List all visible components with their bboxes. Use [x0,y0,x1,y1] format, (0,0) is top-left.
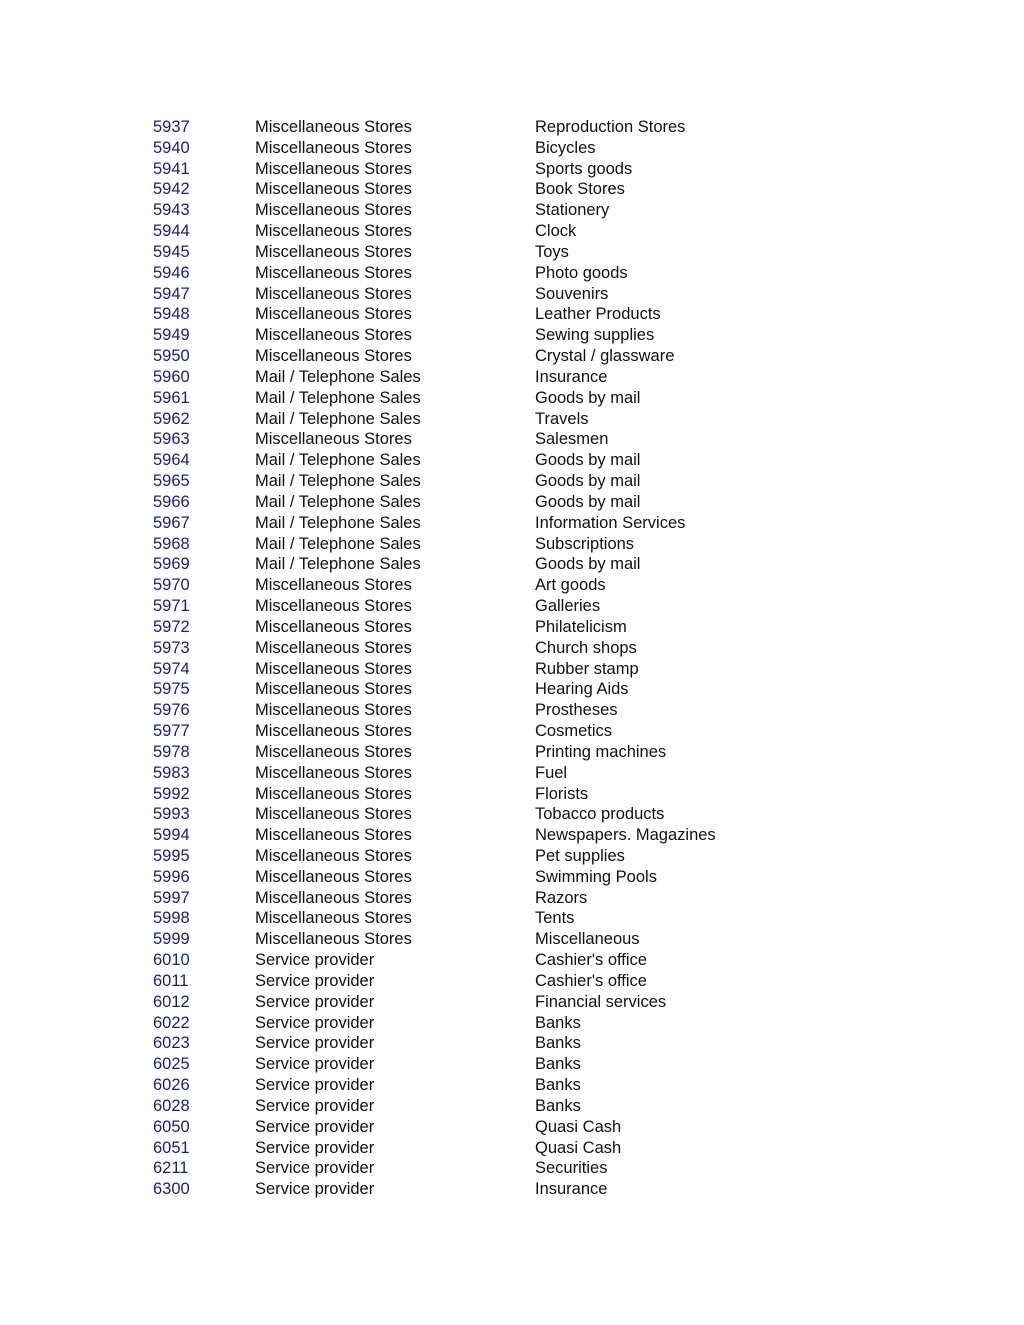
merchant-category: Mail / Telephone Sales [255,388,421,407]
merchant-code: 5947 [153,284,190,303]
merchant-code: 5968 [153,534,190,553]
merchant-description: Church shops [535,638,637,657]
merchant-category: Miscellaneous Stores [255,826,412,845]
merchant-code: 6012 [153,992,190,1011]
merchant-code: 5967 [153,513,190,532]
merchant-code: 6051 [153,1138,190,1157]
merchant-category: Miscellaneous Stores [255,430,412,449]
merchant-code: 6011 [153,971,189,990]
merchant-code: 5995 [153,846,190,865]
merchant-description: Book Stores [535,180,625,199]
merchant-description: Clock [535,222,577,241]
merchant-code: 5945 [153,242,190,261]
merchant-code: 5944 [153,222,190,241]
table-row [0,159,1024,180]
merchant-category: Mail / Telephone Sales [255,409,421,428]
table-row [0,325,1024,346]
merchant-code: 5998 [153,909,190,928]
table-row [0,846,1024,867]
merchant-category: Service provider [255,1034,375,1053]
table-row [0,492,1024,513]
merchant-description: Stationery [535,201,610,220]
merchant-category: Miscellaneous Stores [255,722,412,741]
table-row [0,617,1024,638]
table-row [0,221,1024,242]
table-row [0,450,1024,471]
merchant-description: Information Services [535,513,686,532]
table-row [0,908,1024,929]
merchant-code: 5969 [153,555,190,574]
merchant-category: Miscellaneous Stores [255,159,412,178]
merchant-description: Goods by mail [535,555,641,574]
table-row [0,1096,1024,1117]
merchant-code: 5976 [153,701,190,720]
merchant-category: Miscellaneous Stores [255,763,412,782]
merchant-description: Bicycles [535,138,596,157]
merchant-category: Miscellaneous Stores [255,597,412,616]
merchant-category: Miscellaneous Stores [255,138,412,157]
merchant-description: Travels [535,409,589,428]
merchant-code: 5966 [153,492,190,511]
merchant-code: 5996 [153,867,190,886]
table-row [0,1013,1024,1034]
merchant-code: 5972 [153,617,190,636]
merchant-description: Swimming Pools [535,867,657,886]
merchant-category: Miscellaneous Stores [255,242,412,261]
merchant-category: Miscellaneous Stores [255,180,412,199]
merchant-description: Quasi Cash [535,1117,622,1136]
merchant-category: Miscellaneous Stores [255,201,412,220]
merchant-description: Philatelicism [535,617,627,636]
table-row [0,367,1024,388]
merchant-code: 5973 [153,638,190,657]
table-row [0,784,1024,805]
merchant-code: 5949 [153,326,190,345]
merchant-category: Mail / Telephone Sales [255,534,421,553]
merchant-category: Service provider [255,992,375,1011]
merchant-code: 5975 [153,680,190,699]
table-row [0,409,1024,430]
merchant-description: Toys [535,242,569,261]
merchant-category: Miscellaneous Stores [255,701,412,720]
merchant-code: 5971 [153,597,190,616]
table-row [0,971,1024,992]
merchant-description: Newspapers. Magazines [535,826,716,845]
merchant-code: 5992 [153,784,190,803]
merchant-category: Service provider [255,1138,375,1157]
merchant-code: 5940 [153,138,190,157]
merchant-description: Miscellaneous [535,930,640,949]
table-row [0,1138,1024,1159]
merchant-category: Miscellaneous Stores [255,784,412,803]
table-row [0,867,1024,888]
merchant-description: Hearing Aids [535,680,629,699]
merchant-category: Miscellaneous Stores [255,617,412,636]
table-row [0,742,1024,763]
merchant-description: Photo goods [535,263,628,282]
table-row [0,304,1024,325]
merchant-category: Miscellaneous Stores [255,284,412,303]
table-row [0,721,1024,742]
merchant-description: Cashier's office [535,971,647,990]
merchant-description: Fuel [535,763,568,782]
table-row [0,429,1024,450]
merchant-code: 6211 [153,1159,189,1178]
merchant-description: Tents [535,909,575,928]
merchant-code: 5942 [153,180,190,199]
table-row [0,575,1024,596]
table-row [0,117,1024,138]
merchant-description: Quasi Cash [535,1138,622,1157]
merchant-description: Banks [535,1034,581,1053]
merchant-category: Service provider [255,1096,375,1115]
merchant-category: Miscellaneous Stores [255,930,412,949]
merchant-code: 6050 [153,1117,190,1136]
table-row [0,179,1024,200]
merchant-code: 5946 [153,263,190,282]
merchant-code: 6028 [153,1096,190,1115]
table-row [0,992,1024,1013]
merchant-description: Banks [535,1055,581,1074]
merchant-description: Pet supplies [535,846,625,865]
merchant-category: Mail / Telephone Sales [255,492,421,511]
merchant-description: Florists [535,784,589,803]
table-row [0,346,1024,367]
merchant-category: Miscellaneous Stores [255,867,412,886]
table-row [0,1158,1024,1179]
merchant-description: Printing machines [535,742,667,761]
merchant-category: Service provider [255,1076,375,1095]
merchant-description: Tobacco products [535,805,665,824]
merchant-category: Miscellaneous Stores [255,680,412,699]
table-row [0,263,1024,284]
merchant-code: 5977 [153,722,190,741]
merchant-code: 6025 [153,1055,190,1074]
merchant-description: Souvenirs [535,284,609,303]
merchant-code: 5970 [153,576,190,595]
merchant-category: Service provider [255,1159,375,1178]
merchant-description: Subscriptions [535,534,635,553]
merchant-code: 6300 [153,1180,190,1199]
merchant-category: Service provider [255,1013,375,1032]
merchant-code: 5943 [153,201,190,220]
merchant-category: Service provider [255,951,375,970]
merchant-code: 5960 [153,367,190,386]
merchant-code: 5963 [153,430,190,449]
table-row [0,242,1024,263]
merchant-code: 6022 [153,1013,190,1032]
table-row [0,138,1024,159]
merchant-description: Insurance [535,367,608,386]
merchant-description: Banks [535,1096,581,1115]
merchant-code: 5964 [153,451,190,470]
merchant-category: Miscellaneous Stores [255,909,412,928]
merchant-category: Mail / Telephone Sales [255,451,421,470]
merchant-description: Goods by mail [535,492,641,511]
merchant-category: Miscellaneous Stores [255,576,412,595]
merchant-description: Art goods [535,576,606,595]
merchant-category: Miscellaneous Stores [255,846,412,865]
merchant-description: Banks [535,1076,581,1095]
table-row [0,888,1024,909]
merchant-category: Miscellaneous Stores [255,222,412,241]
merchant-code: 5965 [153,472,190,491]
merchant-description: Cashier's office [535,951,647,970]
table-row [0,763,1024,784]
merchant-code: 5937 [153,118,190,136]
merchant-description: Galleries [535,597,601,616]
merchant-code: 5974 [153,659,190,678]
merchant-description: Prostheses [535,701,618,720]
table-row [0,679,1024,700]
table-row [0,1054,1024,1075]
merchant-code-table [0,117,1024,1200]
merchant-code: 5999 [153,930,190,949]
merchant-code: 6010 [153,951,190,970]
merchant-category: Service provider [255,1117,375,1136]
merchant-code: 5948 [153,305,190,324]
merchant-description: Rubber stamp [535,659,639,678]
merchant-code: 5941 [153,159,190,178]
merchant-description: Sports goods [535,159,633,178]
merchant-category: Mail / Telephone Sales [255,513,421,532]
merchant-description: Razors [535,888,588,907]
merchant-code: 6023 [153,1034,190,1053]
merchant-category: Service provider [255,971,375,990]
merchant-description: Crystal / glassware [535,347,675,366]
merchant-description: Leather Products [535,305,661,324]
table-row [0,825,1024,846]
merchant-category: Mail / Telephone Sales [255,472,421,491]
table-row [0,700,1024,721]
merchant-description: Sewing supplies [535,326,655,345]
merchant-code: 5978 [153,742,190,761]
table-row [0,1179,1024,1200]
merchant-category: Mail / Telephone Sales [255,367,421,386]
merchant-category: Miscellaneous Stores [255,638,412,657]
table-row [0,471,1024,492]
merchant-code: 5961 [153,388,190,407]
merchant-category: Mail / Telephone Sales [255,555,421,574]
merchant-code: 5950 [153,347,190,366]
merchant-category: Service provider [255,1055,375,1074]
table-row [0,554,1024,575]
merchant-description: Cosmetics [535,722,613,741]
merchant-category: Miscellaneous Stores [255,888,412,907]
merchant-category: Miscellaneous Stores [255,805,412,824]
merchant-code: 5962 [153,409,190,428]
table-row [0,659,1024,680]
merchant-category: Miscellaneous Stores [255,263,412,282]
merchant-description: Goods by mail [535,451,641,470]
merchant-code: 6026 [153,1076,190,1095]
table-row [0,1117,1024,1138]
merchant-category: Service provider [255,1180,375,1199]
table-row [0,929,1024,950]
merchant-description: Goods by mail [535,472,641,491]
merchant-description: Financial services [535,992,667,1011]
table-row [0,950,1024,971]
merchant-category: Miscellaneous Stores [255,326,412,345]
table-row [0,1075,1024,1096]
merchant-code: 5997 [153,888,190,907]
merchant-category: Miscellaneous Stores [255,305,412,324]
merchant-code: 5983 [153,763,190,782]
merchant-description: Insurance [535,1180,608,1199]
merchant-code: 5993 [153,805,190,824]
table-row [0,388,1024,409]
merchant-category: Miscellaneous Stores [255,659,412,678]
merchant-category: Miscellaneous Stores [255,118,412,136]
merchant-category: Miscellaneous Stores [255,347,412,366]
merchant-category: Miscellaneous Stores [255,742,412,761]
merchant-code: 5994 [153,826,190,845]
merchant-description: Reproduction Stores [535,118,686,136]
table-row [0,200,1024,221]
table-row [0,534,1024,555]
merchant-description: Securities [535,1159,608,1178]
merchant-description: Salesmen [535,430,609,449]
table-row [0,513,1024,534]
table-row [0,638,1024,659]
table-row [0,804,1024,825]
merchant-description: Banks [535,1013,581,1032]
table-row [0,596,1024,617]
table-row [0,284,1024,305]
merchant-description: Goods by mail [535,388,641,407]
table-row [0,1033,1024,1054]
